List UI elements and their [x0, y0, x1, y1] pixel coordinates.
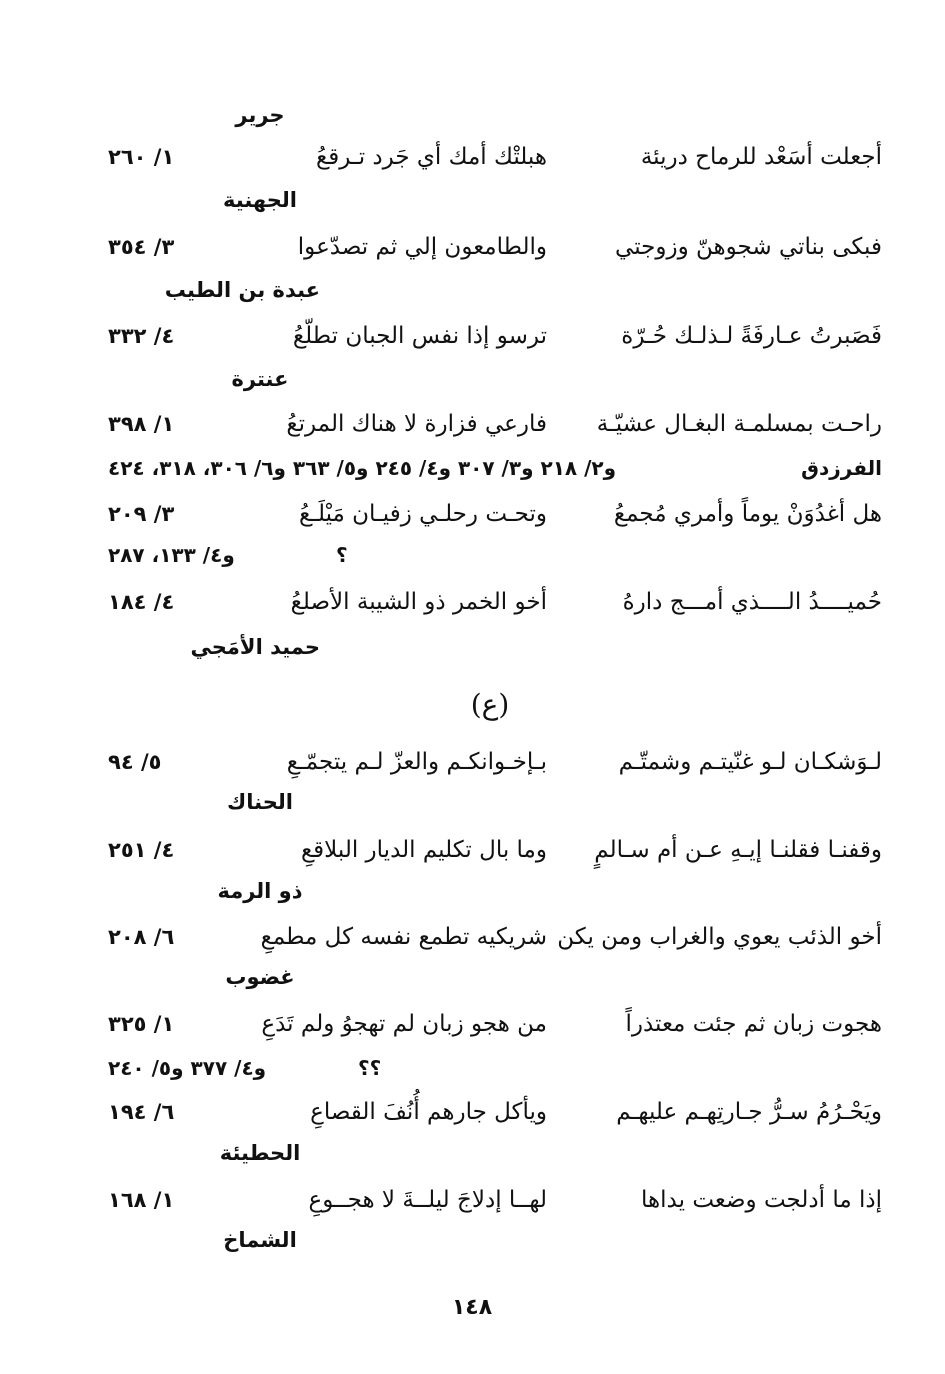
hemistich-first: حُميــــدُ الــــذي أمـــج دارهُ [622, 589, 882, 615]
poet-name: ذو الرمة [217, 879, 303, 903]
hemistich-first: هجوت زبان ثم جئت معتذراً [625, 1011, 882, 1037]
poet-name: الجهنية [223, 188, 297, 212]
cross-references: و٤/ ١٣٣، ٢٨٧ [108, 543, 235, 567]
verse-reference: ١/ ٣٢٥ [108, 1012, 175, 1036]
page-number: ١٤٨ [451, 1295, 493, 1320]
poet-name: الفرزدق [801, 456, 882, 480]
verse-reference: ٦/ ٢٠٨ [108, 925, 175, 949]
hemistich-second: ترسو إذا نفس الجبان تطلّعُ [292, 323, 547, 349]
poet-name: جرير [235, 103, 285, 127]
hemistich-second: من هجو زبان لم تهجوُ ولم تَدَعِ [261, 1011, 547, 1037]
poet-name: غضوب [225, 965, 295, 989]
hemistich-second: أخو الخمر ذو الشيبة الأصلعُ [290, 589, 547, 615]
verse-line [108, 740, 882, 784]
unknown-poet-mark: ؟؟ [358, 1056, 382, 1080]
verse-line [108, 135, 882, 179]
unknown-poet-mark: ؟ [336, 543, 348, 567]
verse-line [108, 314, 882, 358]
section-heading: (ع) [470, 688, 510, 721]
poet-name: عنترة [231, 367, 289, 391]
hemistich-first: راحـت بمسلمـة البغـال عشيّـة [596, 411, 882, 437]
verse-line [108, 1178, 882, 1222]
hemistich-second: فارعي فزارة لا هناك المرتعُ [286, 411, 547, 437]
hemistich-first: ويَحْـرُمُ سـرُّ جـارتِهـم عليهـم [616, 1099, 882, 1125]
poet-name: الحطيئة [219, 1141, 301, 1165]
extra-reference-line [108, 535, 882, 575]
verse-reference: ٤/ ٣٣٢ [108, 324, 175, 348]
verse-reference: ١/ ٢٦٠ [108, 145, 175, 169]
verse-reference: ١/ ٣٩٨ [108, 412, 175, 436]
verse-reference: ٥/ ٩٤ [108, 750, 162, 774]
poet-name: الشماخ [223, 1228, 297, 1252]
hemistich-first: لـوَشكـان لـو غنّيتـم وشمتّـم [618, 749, 882, 775]
verse-reference: ٣/ ٣٥٤ [108, 235, 175, 259]
hemistich-first: فَصَبرتُ عـارفَةً لـذلـك حُـرّة [621, 323, 882, 349]
verse-reference: ١/ ١٦٨ [108, 1188, 175, 1212]
verse-reference: ٣/ ٢٠٩ [108, 502, 175, 526]
hemistich-second: هبلتْك أمك أي جَرد تـرقعُ [316, 144, 547, 170]
hemistich-second: لهــا إدلاجَ ليلــةَ لا هجــوعِ [308, 1187, 547, 1213]
verse-line [108, 225, 882, 269]
hemistich-second: والطامعون إلي ثم تصدّعوا [297, 234, 547, 260]
verse-line [108, 828, 882, 872]
hemistich-second: شريكيه تطمع نفسه كل مطمعِ [260, 924, 547, 950]
cross-references: و٢/ ٢١٨ و٣/ ٣٠٧ و٤/ ٢٤٥ و٥/ ٣٦٣ و٦/ ٣٠٦، ٣١٨، ٤٢٤ [108, 456, 617, 480]
verse-reference: ٦/ ١٩٤ [108, 1100, 175, 1124]
hemistich-first: أجعلت أسَعْد للرماح دريئة [640, 144, 882, 170]
verse-reference: ٤/ ١٨٤ [108, 590, 175, 614]
hemistich-second: وتحـت رحلـي زفيـان مَيْلَـعُ [299, 501, 547, 527]
farazdaq-reference-line [108, 448, 882, 488]
verse-line [108, 402, 882, 446]
poet-name: الحناك [227, 790, 293, 814]
verse-line [108, 492, 882, 536]
cross-references: و٤/ ٣٧٧ و٥/ ٢٤٠ [108, 1056, 267, 1080]
poet-name: عبدة بن الطيب [164, 278, 320, 302]
verse-line [108, 1002, 882, 1046]
hemistich-second: وما بال تكليم الديار البلاقعِ [300, 837, 547, 863]
hemistich-first: وقفنـا فقلنـا إيـهِ عـن أم سـالمٍ [594, 837, 882, 863]
hemistich-first: أخو الذئب يعوي والغراب ومن يكن [557, 924, 882, 950]
verse-line [108, 915, 882, 959]
verse-line [108, 580, 882, 624]
extra-reference-line [108, 1048, 882, 1088]
verse-reference: ٤/ ٢٥١ [108, 838, 175, 862]
hemistich-second: ويأكل جارهم أُنُفَ القصاعِ [310, 1099, 547, 1125]
poet-name: حميد الأمَجي [190, 635, 320, 659]
hemistich-first: إذا ما أدلجت وضعت يداها [641, 1187, 882, 1213]
hemistich-first: فبكى بناتي شجوهنّ وزوجتي [615, 234, 882, 260]
hemistich-second: بـإخـوانكـم والعزّ لـم يتجمّـعِ [286, 749, 547, 775]
verse-line [108, 1090, 882, 1134]
hemistich-first: هل أغدُوَنْ يوماً وأمري مُجمعُ [613, 501, 882, 527]
